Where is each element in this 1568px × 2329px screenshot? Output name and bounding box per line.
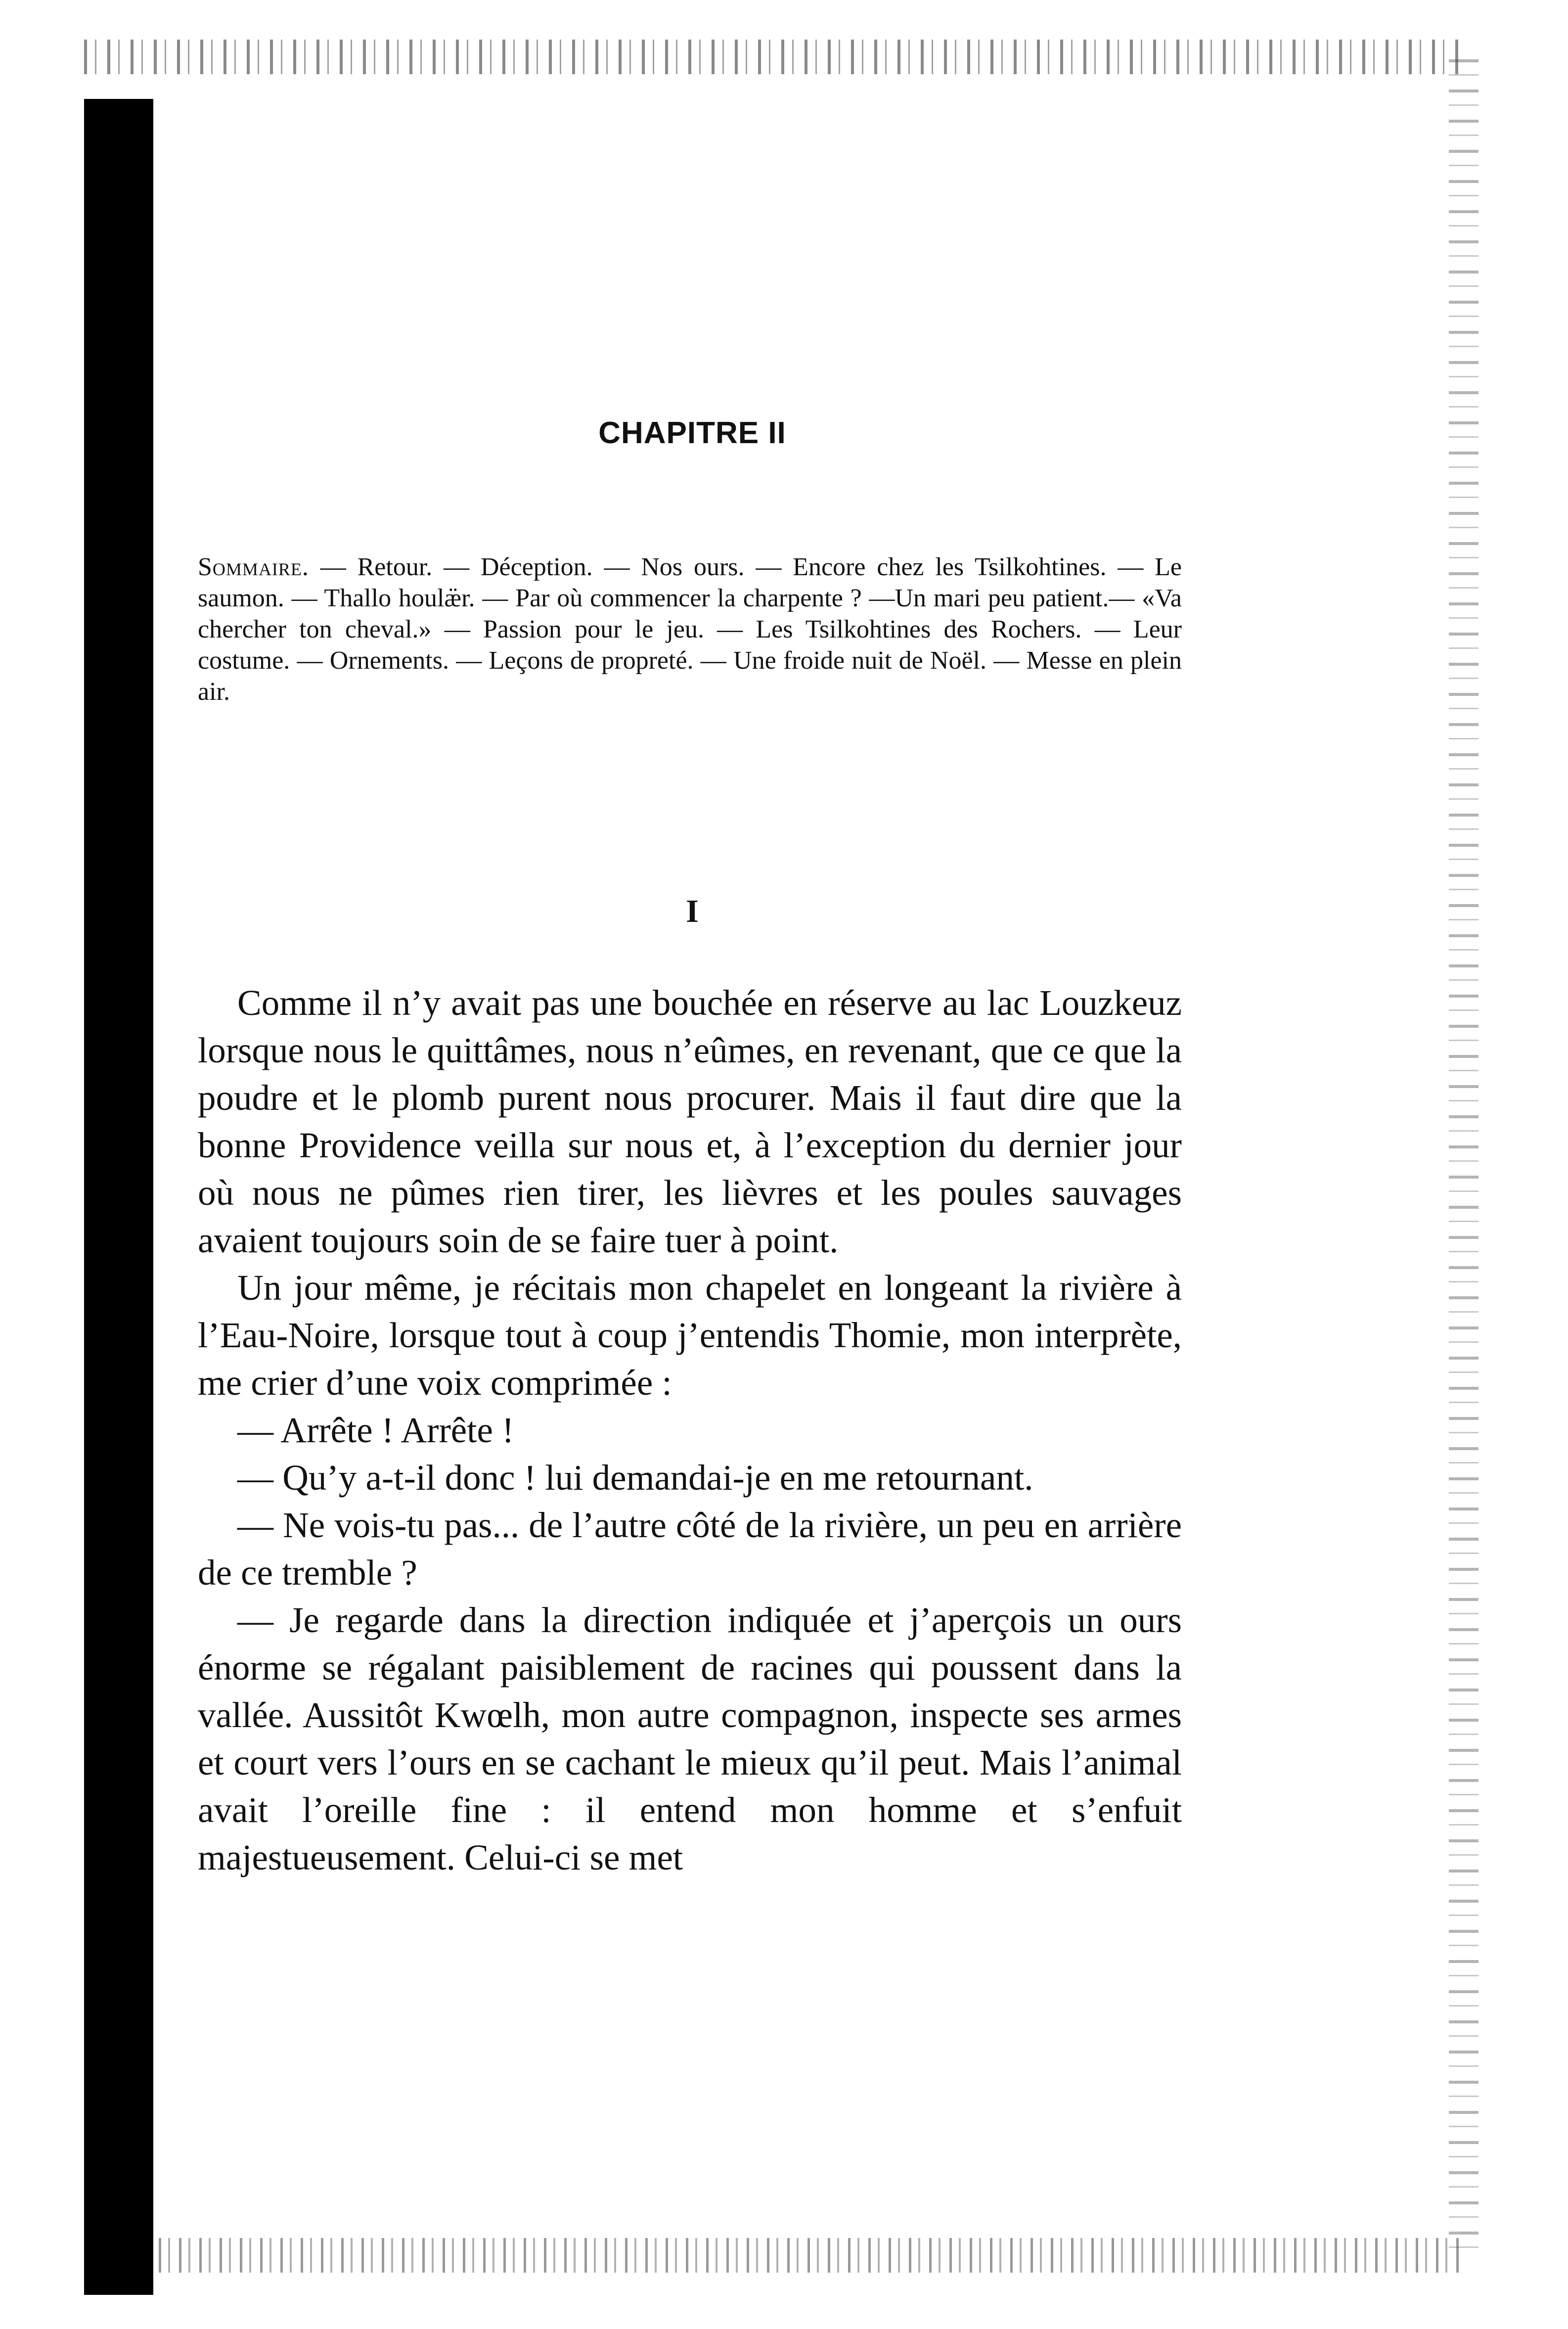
paragraph: — Ne vois-tu pas... de l’autre côté de la rivière, un peu en arrière de ce tremble ? — [198, 1505, 1182, 1593]
binding-shadow-strip — [84, 99, 153, 2295]
chapter-summary — [198, 551, 1182, 707]
summary-label: Sommaire. — [198, 553, 309, 581]
paragraph: — Je regarde dans la direction indiquée et j’aperçois un ours énorme se régalant paisiblement de racines qui poussent dans la vallée. Aussitôt Kwœlh, mon autre compagnon, inspecte ses armes et court vers l’ours en se cachant le mieux qu’il peut. Mais l’animal avait l’oreille fine : il entend mon homme et s’enfuit majestueusement. Celui-ci se met — [198, 1600, 1182, 1877]
summary-text: — Retour. — Déception. — Nos ours. — Encore chez les Tsilkohtines. — Le saumon. — Thallo houlæ̈r. — Par où commencer la charpente ? —Un mari peu patient.— «Va chercher ton cheval.» — Passion pour le jeu. — Les Tsilkohtines des Rochers. — Leur costume. — Ornements. — Leçons de propreté. — Une froide nuit de Noël. — Messe en plein air. — [198, 553, 1182, 706]
scan-top-edge — [84, 40, 1459, 74]
paragraph: — Qu’y a-t-il donc ! lui demandai-je en me retournant. — [237, 1458, 1033, 1498]
section-number: I — [686, 893, 699, 929]
scan-right-edge — [1449, 59, 1478, 2260]
paragraph: Comme il n’y avait pas une bouchée en réserve au lac Louzkeuz lorsque nous le quittâmes, nous n’eûmes, en revenant, que ce que la poudre et le plomb purent nous procurer. Mais il faut dire que la bonne Providence veilla sur nous et, à l’exception du dernier jour où nous ne pûmes rien tirer, les lièvres et les poules sauvages avaient toujours soin de se faire tuer à point. — [198, 983, 1182, 1260]
body-text — [198, 979, 1182, 1881]
book-page — [198, 79, 1187, 2255]
paragraph: — Arrête ! Arrête ! — [237, 1410, 514, 1450]
paragraph: Un jour même, je récitais mon chapelet en longeant la rivière à l’Eau-Noire, lorsque tout à coup j’entendis Thomie, mon interprète, me crier d’une voix comprimée : — [198, 1268, 1182, 1403]
chapter-title: CHAPITRE II — [598, 416, 786, 450]
